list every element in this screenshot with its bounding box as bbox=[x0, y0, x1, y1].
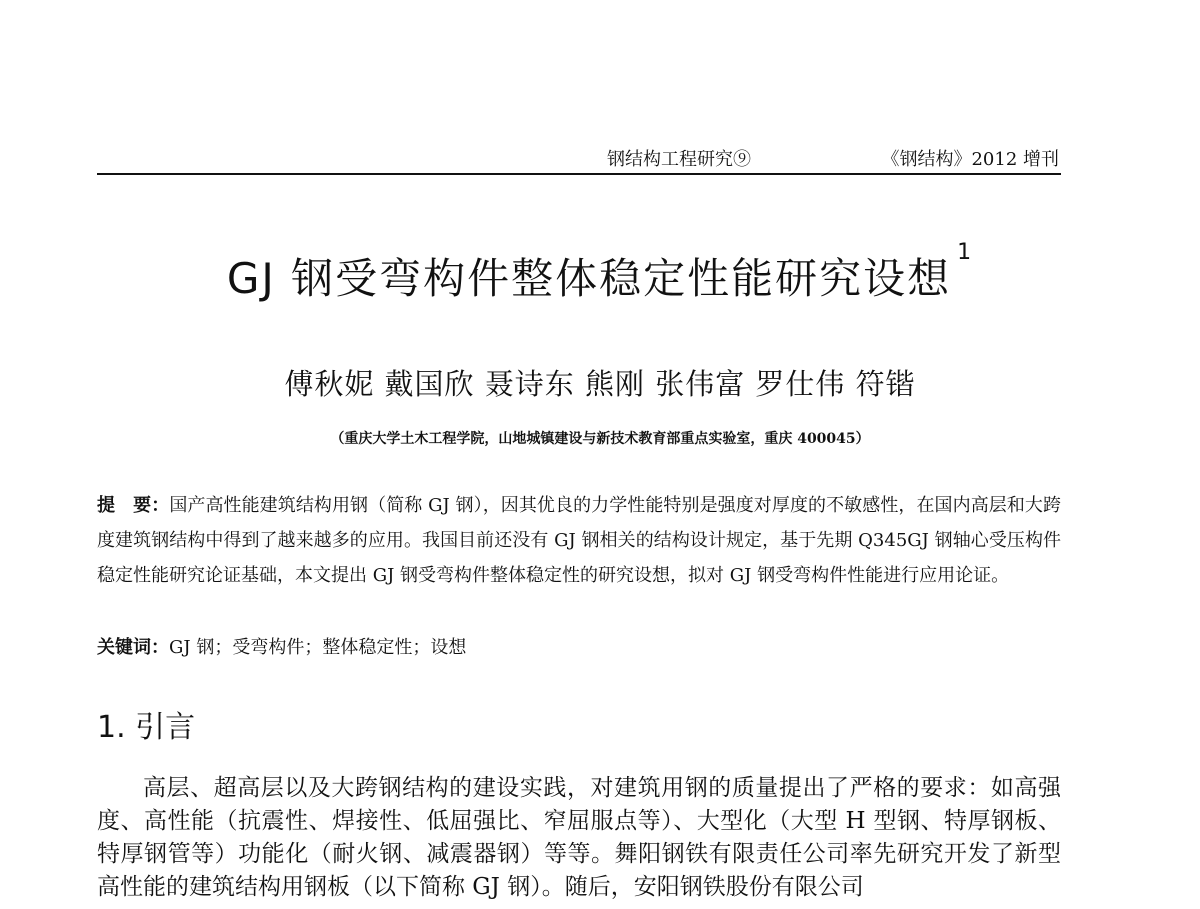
paper-title bbox=[0, 240, 1200, 306]
author-list: 傅秋妮 戴国欣 聂诗东 熊刚 张伟富 罗仕伟 符锴 bbox=[284, 367, 916, 401]
keywords-label: 关键词： bbox=[97, 637, 169, 658]
keywords-text: GJ 钢；受弯构件；整体稳定性；设想 bbox=[169, 637, 467, 658]
title-footnote-mark: 1 bbox=[957, 240, 974, 265]
abstract-text: 国产高性能建筑结构用钢（简称 GJ 钢），因其优良的力学性能特别是强度对厚度的不敏感性，在国内高层和大跨度建筑钢结构中得到了越来越多的应用。我国目前还没有 GJ 钢相关的结构设计规定，基于先期 Q345GJ 钢轴心受压构件稳定性能研究论证基础，本文提出 GJ 钢受弯构件整体稳定性的研究设想，拟对 GJ 钢受弯构件性能进行应用论证。 bbox=[97, 495, 1062, 586]
affiliation: （重庆大学土木工程学院，山地城镇建设与新技术教育部重点实验室，重庆 400045） bbox=[330, 431, 870, 447]
section-heading: 1. 引言 bbox=[97, 710, 196, 745]
section-body bbox=[97, 772, 1061, 904]
abstract-label: 提 要： bbox=[97, 495, 170, 516]
abstract bbox=[97, 488, 1061, 593]
series-label: 钢结构工程研究⑨ bbox=[607, 149, 751, 170]
body-paragraph: 高层、超高层以及大跨钢结构的建设实践，对建筑用钢的质量提出了严格的要求：如高强度、高性能（抗震性、焊接性、低屈强比、窄屈服点等）、大型化（大型 H 型钢、特厚钢板、特厚钢管等）功能化（耐火钢、减震器钢）等等。舞阳钢铁有限责任公司率先研究开发了新型高性能的建筑结构用钢板（以下简称 GJ 钢）。随后，安阳钢铁股份有限公司 bbox=[97, 775, 1061, 900]
keywords bbox=[97, 633, 1061, 663]
journal-label: 《钢结构》2012 增刊 bbox=[881, 149, 1059, 170]
running-header bbox=[97, 141, 1061, 175]
paper-title-text: GJ 钢受弯构件整体稳定性能研究设想 bbox=[226, 254, 952, 303]
